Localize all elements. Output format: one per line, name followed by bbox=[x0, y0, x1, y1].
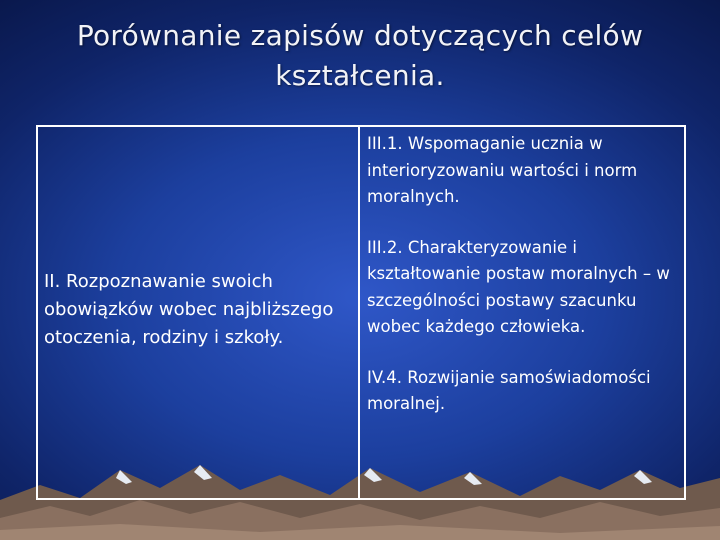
right-goal-item: III.2. Charakteryzowanie i kształtowanie postaw moralnych – w szczególności postawy szacunku wobec każdego człowieka. bbox=[367, 237, 670, 336]
table-cell-left bbox=[38, 127, 360, 498]
title-line-1: Porównanie zapisów dotyczących celów bbox=[76, 19, 644, 52]
table-cell-right bbox=[360, 127, 684, 498]
right-goal-item: IV.4. Rozwijanie samoświadomości moralnej. bbox=[367, 367, 651, 413]
slide-title bbox=[20, 16, 700, 96]
left-goal-text: II. Rozpoznawanie swoich obowiązków wobec najbliższego otoczenia, rodziny i szkoły. bbox=[44, 270, 334, 348]
title-line-2: kształcenia. bbox=[275, 59, 445, 92]
right-goal-item: III.1. Wspomaganie ucznia w interioryzowaniu wartości i norm moralnych. bbox=[367, 134, 638, 206]
comparison-table bbox=[36, 125, 686, 500]
